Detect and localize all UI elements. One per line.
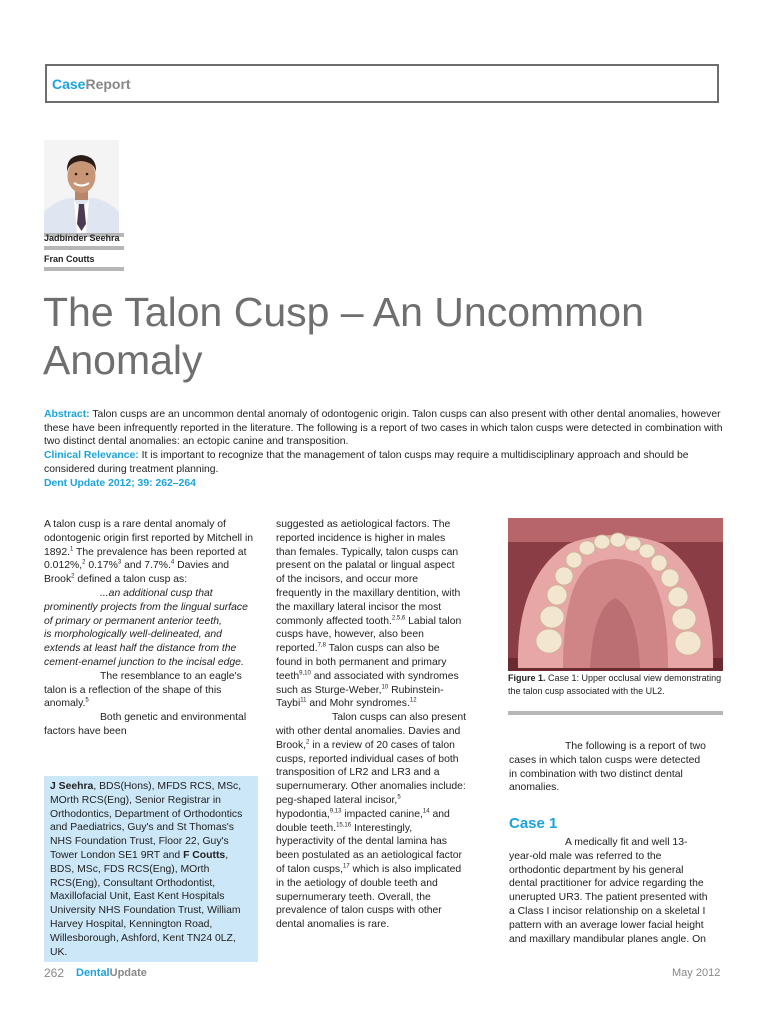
abstract-block xyxy=(44,408,724,490)
section-label-accent: Case xyxy=(52,76,86,92)
col3-paragraph-1: The following is a report of two cases in which talon cusps were detected in combination with two distinct dental anomalies. xyxy=(509,741,706,794)
case-1-heading: Case 1 xyxy=(509,815,558,832)
col2-paragraph-2: Talon cusps can also present with other dental anomalies. Davies and Brook,$^2$ in a review of 20 cases of talon cusps, reported individual cases of both transposition of LR2 and LR3 and a supernumerary. Other anomalies include: peg-shaped lateral incisor,$^5$ hypodontia,$^{9,13}$ impacted canine,$^{14}$ and double teeth.$^{15,16}$ Interestingly, hyperactivity of the dental lamina has been postulated as an aetiological factor of talon cusps,$^{17}$ which is also implicated in the aetiology of double teeth and supernumerary teeth. Overall, the prevalence of talon cusps with other dental anomalies is rare. xyxy=(276,712,467,931)
author-divider-2 xyxy=(44,267,124,271)
author-divider xyxy=(44,246,124,250)
column-3 xyxy=(509,740,709,795)
caption-divider xyxy=(508,711,723,715)
col1-paragraph-1: A talon cusp is a rare dental anomaly of odontogenic origin first reported by Mitchell in 1892.$^1$ The prevalence has been reported at 0.012%,$^2$ 0.17%$^3$ and 7.7%.$^4$ Davies and Brook$^2$ defined a talon cusp as: xyxy=(44,519,254,586)
col3-paragraph-2: A medically fit and well 13-year-old male was referred to the orthodontic department by his general dental practitioner for advice regarding the unerupted UR3. The patient presented with a Class I incisor relationship on a skeletal I pattern with an average lower facial height and maxillary mandibular planes angle. On xyxy=(509,837,708,945)
page-number: 262 xyxy=(44,966,65,980)
column-3-case xyxy=(509,836,709,946)
author-affiliations: J Seehra, BDS(Hons), MFDS RCS, MSc, MOrth RCS(Eng), Senior Registrar in Orthodontics, Department of Orthodontics and Paediatrics, Guy's and St Thomas's NHS Foundation Trust, Floor 22, Guy's Tower London SE1 9RT and F Coutts, BDS, MSc, FDS RCS(Eng), MOrth RCS(Eng), Consultant Orthodontist, Maxillofacial Unit, East Kent Hospitals University NHS Foundation Trust, William Harvey Hospital, Kennington Road, Willesborough, Ashford, Kent TN24 0LZ, UK. xyxy=(44,776,258,962)
journal-brand: DentalUpdate xyxy=(76,967,147,979)
citation: Dent Update 2012; 39: 262–264 xyxy=(44,477,196,489)
author-name-1: Jadbinder Seehra xyxy=(44,233,120,243)
clinical-relevance-text: It is important to recognize that the management of talon cusps may require a multidisciplinary approach and should be considered during treatment planning. xyxy=(44,450,689,475)
section-label-rest: Report xyxy=(85,76,131,92)
col1-paragraph-3: Both genetic and environmental factors have been xyxy=(44,712,247,737)
column-2 xyxy=(276,518,466,932)
section-label xyxy=(52,76,131,92)
definition-quote: ...an additional cusp that prominently projects from the lingual surface of primary or permanent anterior teeth, is morphologically well-delineated, and extends at least half the distance from the cement-enamel junction to the incisal edge. xyxy=(44,587,248,668)
abstract-text: Talon cusps are an uncommon dental anomaly of odontogenic origin. Talon cusps can also present with other dental anomalies, however these have been infrequently reported in the literature. The following is a report of two cases in which talon cusps were detected in combination with two distinct dental anomalies: an ectopic canine and transposition. xyxy=(44,409,723,448)
col2-paragraph-1: suggested as aetiological factors. The reported incidence is higher in males than females. Typically, talon cusps can present on the palatal or lingual aspect of the incisors, and occur more frequently in the maxillary dentition, with the maxillary lateral incisor the most commonly affected tooth.$^{2,5,6}$ Labial talon cusps have, however, also been reported.$^{7,8}$ Talon cusps can also be found in both permanent and primary teeth$^{9,10}$ and associated with syndromes such as Sturge-Weber,$^{10}$ Rubinstein-Taybi$^{11}$ and Mohr syndromes.$^{12}$ xyxy=(276,519,462,710)
section-header-box xyxy=(45,64,719,103)
col1-paragraph-2: The resemblance to an eagle's talon is a reflection of the shape of this anomaly.$^5$ xyxy=(44,670,242,710)
column-1 xyxy=(44,518,258,739)
author-name-2: Fran Coutts xyxy=(44,254,95,264)
article-title: The Talon Cusp – An Uncommon Anomaly xyxy=(43,289,644,383)
clinical-relevance-label: Clinical Relevance: xyxy=(44,450,139,462)
figure-1-caption: Figure 1. Case 1: Upper occlusal view demonstrating the talon cusp associated with the UL2. xyxy=(508,673,722,696)
abstract-label: Abstract: xyxy=(44,409,90,420)
author-photo xyxy=(44,140,119,233)
issue-date: May 2012 xyxy=(672,967,721,979)
figure-1-occlusal-photo xyxy=(508,518,723,671)
